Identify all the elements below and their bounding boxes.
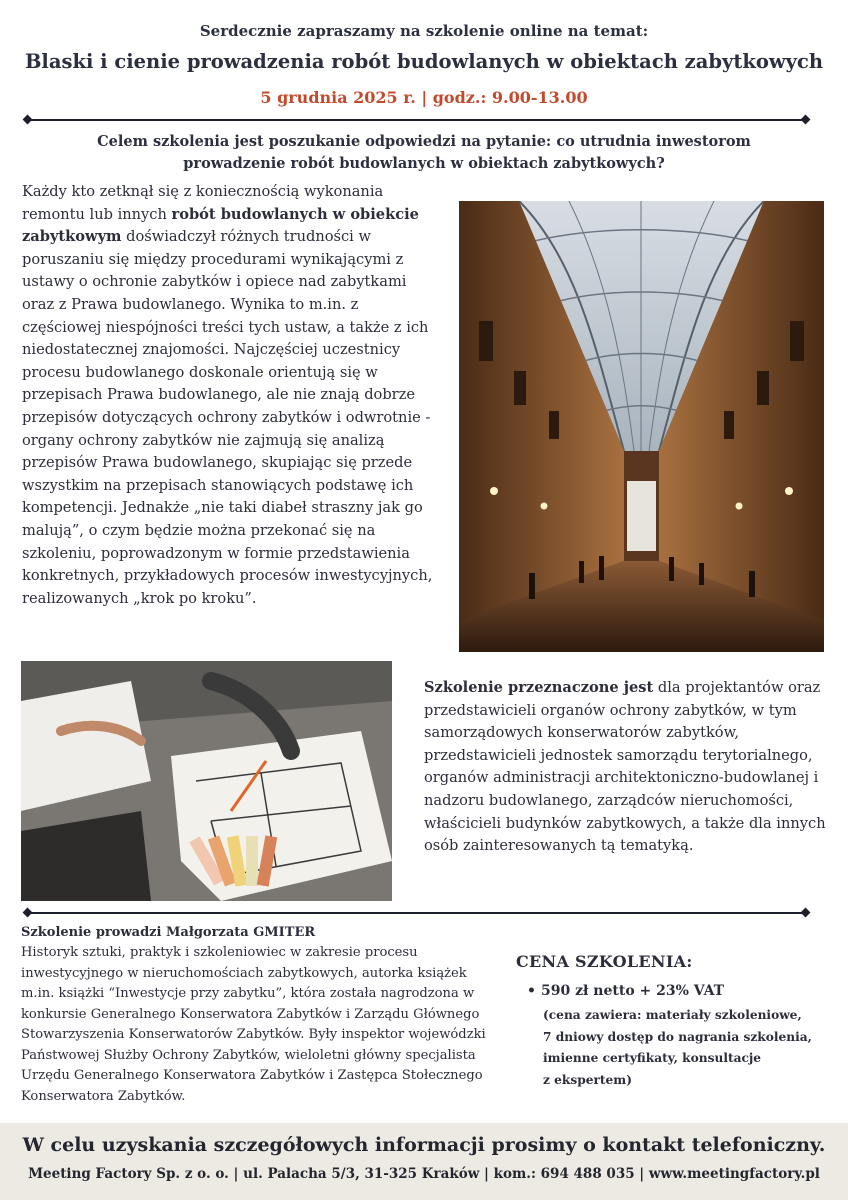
description-part-1: Każdy kto zetknął się z koniecznością wykonania remontu lub innych (22, 183, 384, 223)
gallery-photo (459, 201, 824, 652)
audience-text: dla projektantów oraz przedstawicieli organów ochrony zabytków, w tym samorządowych konserwatorów zabytków, przedstawicieli jednostek samorządu terytorialnego, organów administracji architektoniczno-budowlanej i nadzoru budowlanego, zarządców nieruchomości, właścicieli budynków zabytkowych, a także dla innych osób zainteresowanych tą tematyką. (424, 679, 826, 855)
description-paragraph (22, 181, 442, 610)
price-detail-line: (cena zawiera: materiały szkoleniowe, (543, 1008, 802, 1022)
trainer-name: Szkolenie prowadzi Małgorzata GMITER (21, 925, 316, 940)
footer (0, 1123, 848, 1200)
intro-line: Serdecznie zapraszamy na szkolenie online na temat: (199, 22, 649, 40)
footer-cta: W celu uzyskania szczegółowych informacji prosimy o kontakt telefoniczny. (22, 1134, 826, 1156)
description-emphasis: robót budowlanych w obiekcie zabytkowym (22, 205, 419, 246)
footer-contact: Meeting Factory Sp. z o. o. | ul. Palacha 5/3, 31-325 Kraków | kom.: 694 488 035 | www.meetingfactory.pl (28, 1166, 820, 1182)
description-part-2: doświadczył różnych trudności w poruszaniu się między procedurami wynikającymi z ustawy o ochronie zabytków i opiece nad zabytkami oraz z Prawa budowlanego. Wynika to m.in. z częściowej niespójności treści tych ustaw, a także z ich niedostatecznej znajomości. Najczęściej uczestnicy procesu budowlanego doskonale orientują się w przepisach Prawa budowlanego, ale nie znają dobrze przepisów dotyczących ochrony zabytków i odwrotnie - organy ochrony zabytków nie zajmują się analizą przepisów Prawa budowlanego, skupiając się przede wszystkim na przepisach stanowiących podstawę ich kompetencji. Jednakże „nie taki diabeł straszny jak go malują”, o czym będzie można przekonać się na szkoleniu, poprowadzonym w formie przedstawienia konkretnych, przykładowych procesów inwestycyjnych, realizowanych „krok po kroku”. (22, 228, 433, 607)
price-detail-line: 7 dniowy dostęp do nagrania szkolenia, (543, 1029, 812, 1044)
plans-photo (21, 661, 392, 901)
training-title: Blaski i cienie prowadzenia robót budowlanych w obiektach zabytkowych (24, 50, 824, 73)
goal-line-2: prowadzenie robót budowlanych w obiektach zabytkowych? (183, 155, 665, 172)
training-goal (60, 131, 788, 175)
trainer-bio: Historyk sztuki, praktyk i szkoleniowiec w zakresie procesu inwestycyjnego w nieruchomościach zabytkowych, autorka książek m.in. książki “Inwestycje przy zabytku”, która została nagrodzona w konkursie Generalnego Konserwatora Zabytków i Zarządu Głównego Stowarzyszenia Konserwatorów Zabytków. Były inspektor wojewódzki Państwowej Służby Ochrony Zabytków, wieloletni główny specjalista Urzędu Generalnego Konserwatora Zabytków i Zastępca Stołecznego Konserwatora Zabytków. (21, 945, 486, 1104)
goal-line-1: Celem szkolenia jest poszukanie odpowiedzi na pytanie: co utrudnia inwestorom (97, 133, 751, 150)
audience-emphasis: Szkolenie przeznaczone jest (424, 679, 654, 696)
training-date: 5 grudnia 2025 r. | godz.: 9.00-13.00 (260, 88, 588, 107)
plans-illustration (21, 661, 392, 901)
bullet-icon: • (527, 983, 536, 999)
price-details (543, 1005, 823, 1091)
gallery-illustration (459, 201, 824, 652)
price-detail-line: imienne certyfikaty, konsultacje (543, 1051, 762, 1065)
price-amount-line (527, 983, 724, 999)
audience-paragraph (424, 677, 828, 858)
price-detail-line: z ekspertem) (543, 1072, 632, 1087)
price-heading: CENA SZKOLENIA: (516, 952, 693, 971)
price-amount: 590 zł netto + 23% VAT (541, 983, 725, 999)
middle-divider (28, 912, 805, 914)
top-divider (28, 119, 805, 121)
